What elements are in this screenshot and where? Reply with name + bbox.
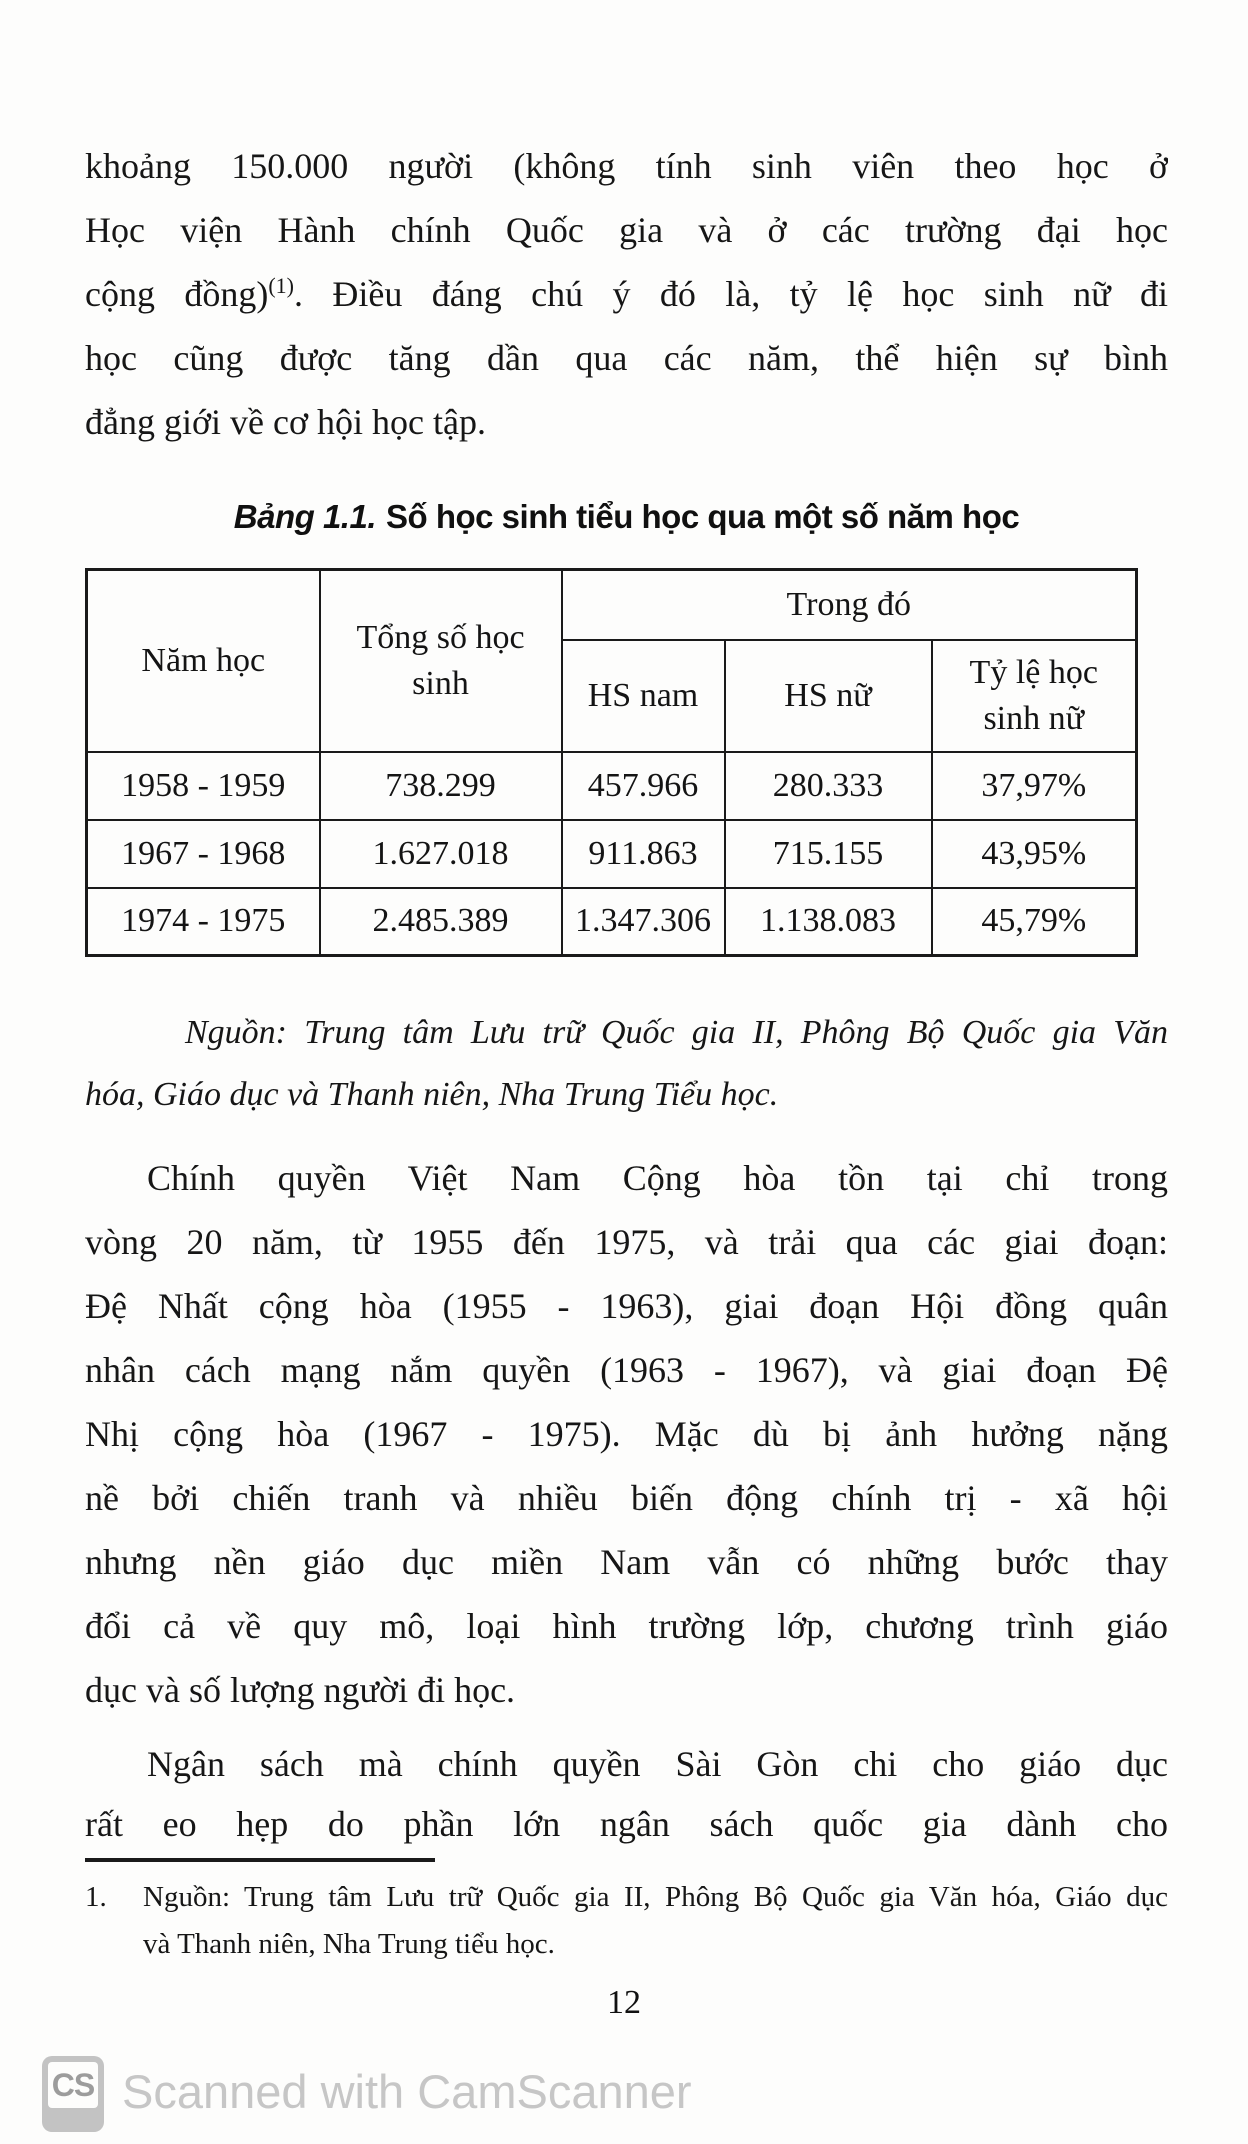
text-line: đổi cả về quy mô, loại hình trường lớp, chương trình giáo xyxy=(85,1606,1168,1646)
col-header-total-text: Tổng số học sinh xyxy=(356,618,525,702)
pupil-statistics-table xyxy=(85,568,1138,957)
text-line xyxy=(85,262,1168,326)
cell-year: 1974 - 1975 xyxy=(87,888,320,956)
table-row xyxy=(87,752,1137,820)
col-header-male: HS nam xyxy=(562,640,725,752)
text-line: nhưng nền giáo dục miền Nam vẫn có những bước thay xyxy=(85,1542,1168,1582)
cell-total: 1.627.018 xyxy=(320,820,562,888)
camscanner-logo-icon xyxy=(42,2056,104,2132)
cell-female: 1.138.083 xyxy=(725,888,932,956)
text-line: Chính quyền Việt Nam Cộng hòa tồn tại chỉ trong xyxy=(147,1158,1168,1198)
cell-total: 2.485.389 xyxy=(320,888,562,956)
col-header-ratio-text: Tỷ lệ học sinh nữ xyxy=(969,653,1098,737)
text-line: dục và số lượng người đi học. xyxy=(85,1670,516,1710)
text-segment: . Điều đáng chú ý đó là, tỷ lệ học sinh nữ đi xyxy=(294,274,1168,314)
text-line: Nhị cộng hòa (1967 - 1975). Mặc dù bị ảnh hưởng nặng xyxy=(85,1414,1168,1454)
paragraph-1 xyxy=(85,134,1168,454)
cell-male: 911.863 xyxy=(562,820,725,888)
cell-ratio: 45,79% xyxy=(932,888,1137,956)
table-caption-label: Bảng 1.1. xyxy=(233,498,376,535)
col-header-ratio xyxy=(932,640,1137,752)
text-line: Nguồn: Trung tâm Lưu trữ Quốc gia II, Phông Bộ Quốc gia Văn xyxy=(185,1014,1168,1051)
text-line: nề bởi chiến tranh và nhiều biến động chính trị - xã hội xyxy=(85,1478,1168,1518)
text-line: nhân cách mạng nắm quyền (1963 - 1967), và giai đoạn Đệ xyxy=(85,1350,1168,1390)
table-caption-text: Số học sinh tiểu học qua một số năm học xyxy=(386,498,1020,535)
table-row xyxy=(87,820,1137,888)
cell-total: 738.299 xyxy=(320,752,562,820)
text-line: Học viện Hành chính Quốc gia và ở các trường đại học xyxy=(85,210,1168,250)
cell-male: 1.347.306 xyxy=(562,888,725,956)
footnote-number: 1. xyxy=(85,1881,107,1913)
text-line: hóa, Giáo dục và Thanh niên, Nha Trung Tiểu học. xyxy=(85,1076,779,1113)
cell-year: 1958 - 1959 xyxy=(87,752,320,820)
table-caption xyxy=(85,498,1168,536)
text-line: khoảng 150.000 người (không tính sinh viên theo học ở xyxy=(85,146,1168,186)
col-header-female: HS nữ xyxy=(725,640,932,752)
text-line: rất eo hẹp do phần lớn ngân sách quốc gia dành cho xyxy=(85,1804,1168,1844)
paragraph-2 xyxy=(85,1146,1168,1722)
paragraph-3 xyxy=(85,1734,1168,1854)
col-header-total xyxy=(320,570,562,752)
cell-ratio: 37,97% xyxy=(932,752,1137,820)
text-segment: cộng đồng) xyxy=(85,274,269,314)
text-line: đẳng giới về cơ hội học tập. xyxy=(85,402,486,442)
cell-year: 1967 - 1968 xyxy=(87,820,320,888)
page-number: 12 xyxy=(607,1984,641,2021)
table-row xyxy=(87,888,1137,956)
cell-male: 457.966 xyxy=(562,752,725,820)
text-line: học cũng được tăng dần qua các năm, thể hiện sự bình xyxy=(85,338,1168,378)
text-line: Ngân sách mà chính quyền Sài Gòn chi cho giáo dục xyxy=(147,1744,1168,1784)
camscanner-logo-text: CS xyxy=(48,2062,98,2108)
footnote-separator xyxy=(85,1858,435,1862)
cell-female: 715.155 xyxy=(725,820,932,888)
col-header-group: Trong đó xyxy=(562,570,1137,640)
footnote-reference: (1) xyxy=(268,273,295,298)
cell-female: 280.333 xyxy=(725,752,932,820)
col-header-year: Năm học xyxy=(87,570,320,752)
footnote-line xyxy=(85,1874,1168,1921)
text-line: Đệ Nhất cộng hòa (1955 - 1963), giai đoạn Hội đồng quân xyxy=(85,1286,1168,1326)
footnote-line: và Thanh niên, Nha Trung tiểu học. xyxy=(143,1928,555,1960)
footnote-text: Nguồn: Trung tâm Lưu trữ Quốc gia II, Phông Bộ Quốc gia Văn hóa, Giáo dục xyxy=(143,1881,1168,1913)
table-source-note xyxy=(85,1002,1168,1126)
footnote xyxy=(85,1874,1168,1968)
camscanner-watermark-label: Scanned with CamScanner xyxy=(122,2065,692,2118)
cell-ratio: 43,95% xyxy=(932,820,1137,888)
text-line: vòng 20 năm, từ 1955 đến 1975, và trải qua các giai đoạn: xyxy=(85,1222,1168,1262)
